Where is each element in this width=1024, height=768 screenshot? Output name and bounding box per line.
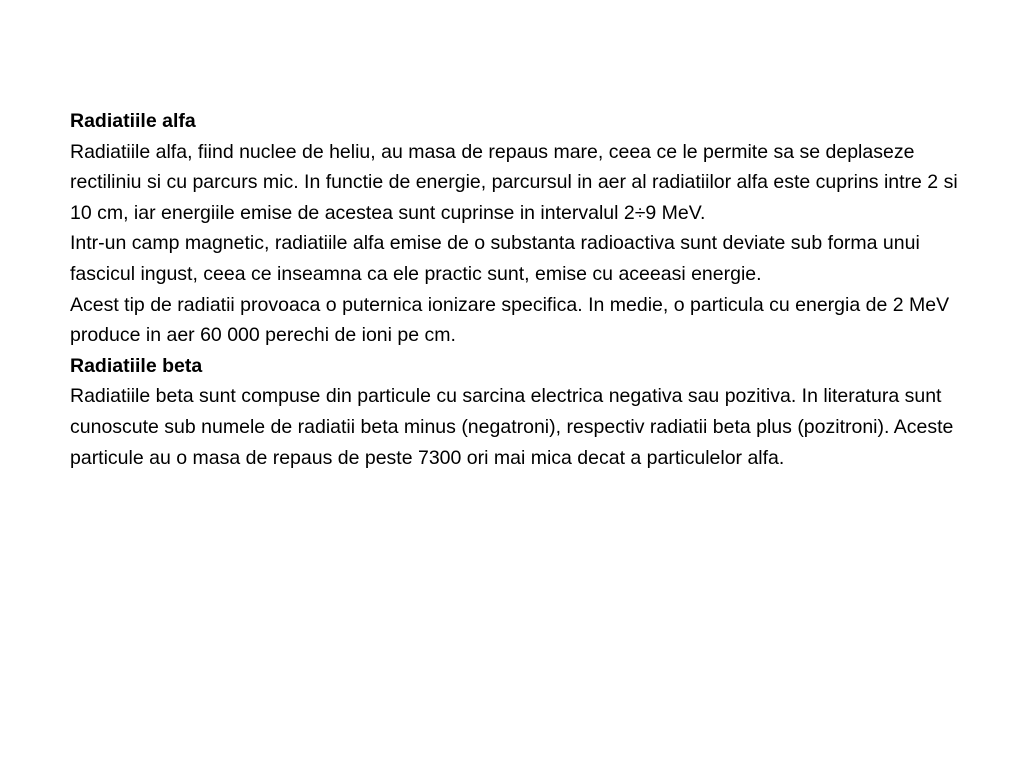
alpha-paragraph-1: Radiatiile alfa, fiind nuclee de heliu, au masa de repaus mare, ceea ce le permite sa se deplaseze rectiliniu si cu parcurs mic. In functie de energie, parcursul in aer al radiatiilor alfa este cuprins intre 2 si 10 cm, iar energiile emise de acestea sunt cuprinse in intervalul 2÷9 MeV.: [70, 140, 958, 224]
beta-heading: Radiatiile beta: [70, 354, 203, 377]
slide-text-body: [70, 106, 970, 473]
beta-paragraph-1: Radiatiile beta sunt compuse din particule cu sarcina electrica negativa sau pozitiva. In literatura sunt cunoscute sub numele de radiatii beta minus (negatroni), respectiv radiatii beta plus (pozitroni). Aceste particule au o masa de repaus de peste 7300 ori mai mica decat a particulelor alfa.: [70, 385, 954, 469]
alpha-heading: Radiatiile alfa: [70, 110, 196, 132]
alpha-paragraph-2: Intr-un camp magnetic, radiatiile alfa emise de o substanta radioactiva sunt deviate sub forma unui fascicul ingust, ceea ce inseamna ca ele practic sunt, emise cu aceeasi energie.: [70, 232, 920, 285]
alpha-paragraph-3: Acest tip de radiatii provoaca o puternica ionizare specifica. In medie, o particula cu energia de 2 MeV produce in aer 60 000 perechi de ioni pe cm.: [70, 293, 950, 347]
